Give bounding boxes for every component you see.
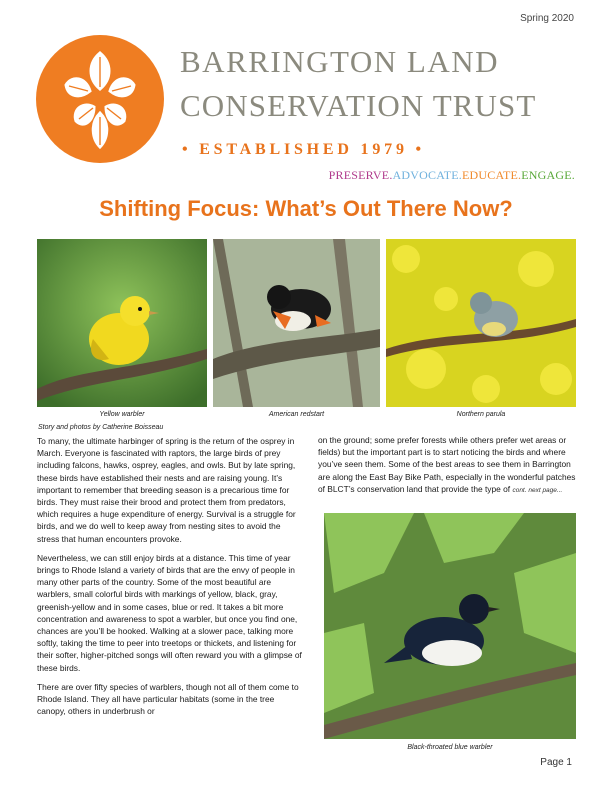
caption-black-throated-blue-warbler: Black-throated blue warbler — [407, 744, 493, 751]
photo-american-redstart — [213, 239, 380, 407]
tagline-preserve: PRESERVE. — [328, 168, 393, 182]
caption-northern-parula: Northern parula — [456, 411, 506, 418]
tagline-engage: ENGAGE. — [521, 168, 575, 182]
column-2-text: on the ground; some prefer forests while others prefer wet areas or fields) but the important part is to start noticing the birds and where you’ve seen them. Some of the best areas to see them in Barrington are along the East Bay Bike Path, especially in the wonderful patches of BLCT’s conservation land that provide the type of — [318, 435, 576, 494]
org-name-line2: CONSERVATION TRUST — [180, 88, 537, 123]
photo-northern-parula — [386, 239, 576, 407]
tagline-advocate: ADVOCATE. — [392, 168, 462, 182]
photo-black-throated-blue-warbler — [324, 513, 576, 739]
issue-season: Spring 2020 — [520, 13, 574, 24]
paragraph-1: To many, the ultimate harbinger of spring is the return of the osprey in March. Everyone is fascinated with raptors, the large birds of prey including falcons, hawks, osprey, eagles, and owls. But by late spring, these birds have established their nests and are raising young. It’s important to remember that breeding season is a precarious time for birds. They must raise their brood and protect them from predators, which requires a huge expenditure of energy. Survival is a struggle for birds, and we do well to keep away from nesting sites to avoid the stress that human encounters provoke. — [37, 436, 296, 544]
caption-american-redstart: American redstart — [268, 411, 325, 418]
article-column-1 — [37, 435, 302, 724]
paragraph-3: There are over fifty species of warblers, though not all of them come to Rhode Island. They all have particular habitats (some in the tree canopy, others in underbrush or — [37, 681, 299, 717]
leaf-cluster-logo-icon — [36, 35, 164, 163]
article-column-2 — [318, 434, 580, 497]
org-name-line1: BARRINGTON LAND — [180, 44, 500, 79]
paragraph-2: Nevertheless, we can still enjoy birds at a distance. This time of year brings to Rhode Island a variety of birds that are the envy of people in many other parts of the country. Some of the most beautiful are warblers, small colorful birds with markings of yellow, black, gray, greenish-yellow and in some cases, blue or red. It takes a bit more concentration and awareness to spot a warbler, but once you find one, chances are you’ll be hooked. Walking at a slower pace, talking more softly, taking the time to peer into treetops or thickets, and listening for their softer, higher-pitched songs will often reward you with a glimpse of these birds. — [37, 552, 302, 673]
story-credit: Story and photos by Catherine Boisseau — [38, 424, 164, 431]
tagline — [329, 168, 575, 183]
established-line: • ESTABLISHED 1979 • — [182, 141, 425, 158]
continued-note: cont. next page... — [512, 486, 563, 494]
tagline-educate: EDUCATE. — [462, 168, 522, 182]
page-number: Page 1 — [540, 757, 572, 768]
caption-yellow-warbler: Yellow warbler — [99, 411, 145, 418]
photo-yellow-warbler — [37, 239, 207, 407]
article-headline: Shifting Focus: What’s Out There Now? — [99, 196, 513, 221]
